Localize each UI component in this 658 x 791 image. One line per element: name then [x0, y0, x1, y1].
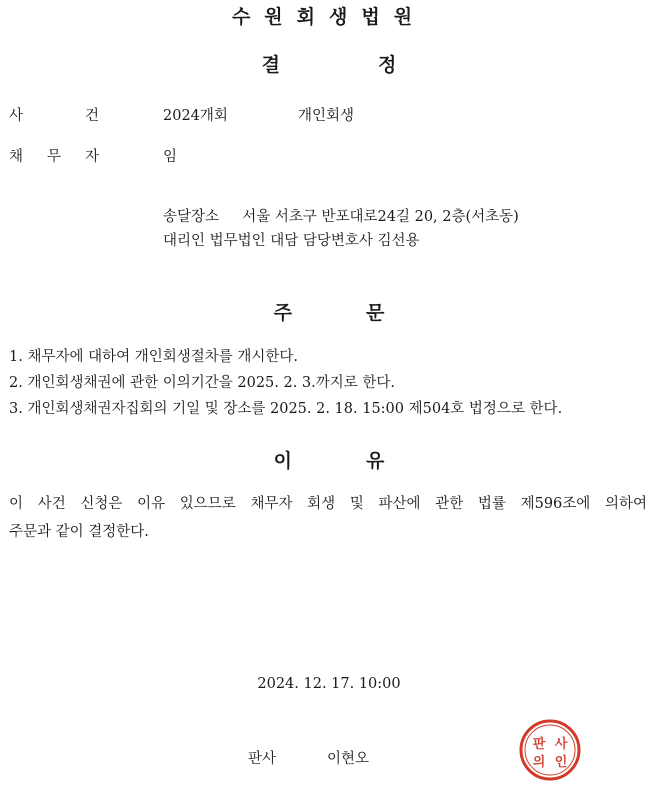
debtor-label-char-3: 자: [84, 149, 99, 165]
order-item-3: 3. 개인회생채권자집회의 기일 및 장소를 2025. 2. 18. 15:00 제504호 법정으로 한다.: [9, 401, 563, 417]
case-type: 개인회생: [298, 108, 355, 124]
seal-graphic: [518, 718, 582, 782]
official-seal: [518, 718, 582, 782]
service-address-label: 송달장소: [163, 209, 220, 225]
order-item-2: 2. 개인회생채권에 관한 이의기간을 2025. 2. 3.까지로 한다.: [9, 375, 396, 391]
reason-heading: 이유: [273, 450, 459, 472]
svg-text:의: 의: [532, 755, 546, 770]
case-label: [9, 104, 99, 125]
case-label-char-2: 건: [84, 108, 99, 124]
svg-text:사: 사: [554, 737, 568, 752]
service-address-line: [163, 205, 519, 226]
reason-line-1: 이 사건 신청은 이유 있으므로 채무자 회생 및 파산에 관한 법률 제596조에 의하여: [9, 496, 647, 512]
debtor-name: 임: [163, 149, 178, 165]
reason-line-2: 주문과 같이 결정한다.: [9, 524, 149, 540]
decision-datetime: 2024. 12. 17. 10:00: [257, 676, 401, 692]
debtor-label-char-2: 무: [46, 149, 61, 165]
case-number: 2024개회: [163, 108, 228, 124]
judge-name: 이현오: [327, 751, 370, 767]
case-label-char-1: 사: [9, 108, 24, 124]
service-address: 서울 서초구 반포대로24길 20, 2층(서초동): [242, 209, 519, 225]
svg-text:판: 판: [532, 737, 546, 752]
document-type-title: 결정: [261, 54, 495, 76]
order-heading: 주문: [273, 302, 459, 324]
svg-text:인: 인: [554, 755, 568, 770]
judge-title: 판사: [248, 751, 277, 767]
debtor-label: [9, 145, 99, 166]
debtor-label-char-1: 채: [9, 149, 24, 165]
court-name: 수원회생법원: [231, 6, 427, 28]
order-item-1: 1. 채무자에 대하여 개인회생절차를 개시한다.: [9, 349, 299, 365]
agent-line: 대리인 법무법인 대담 담당변호사 김선용: [163, 233, 420, 249]
